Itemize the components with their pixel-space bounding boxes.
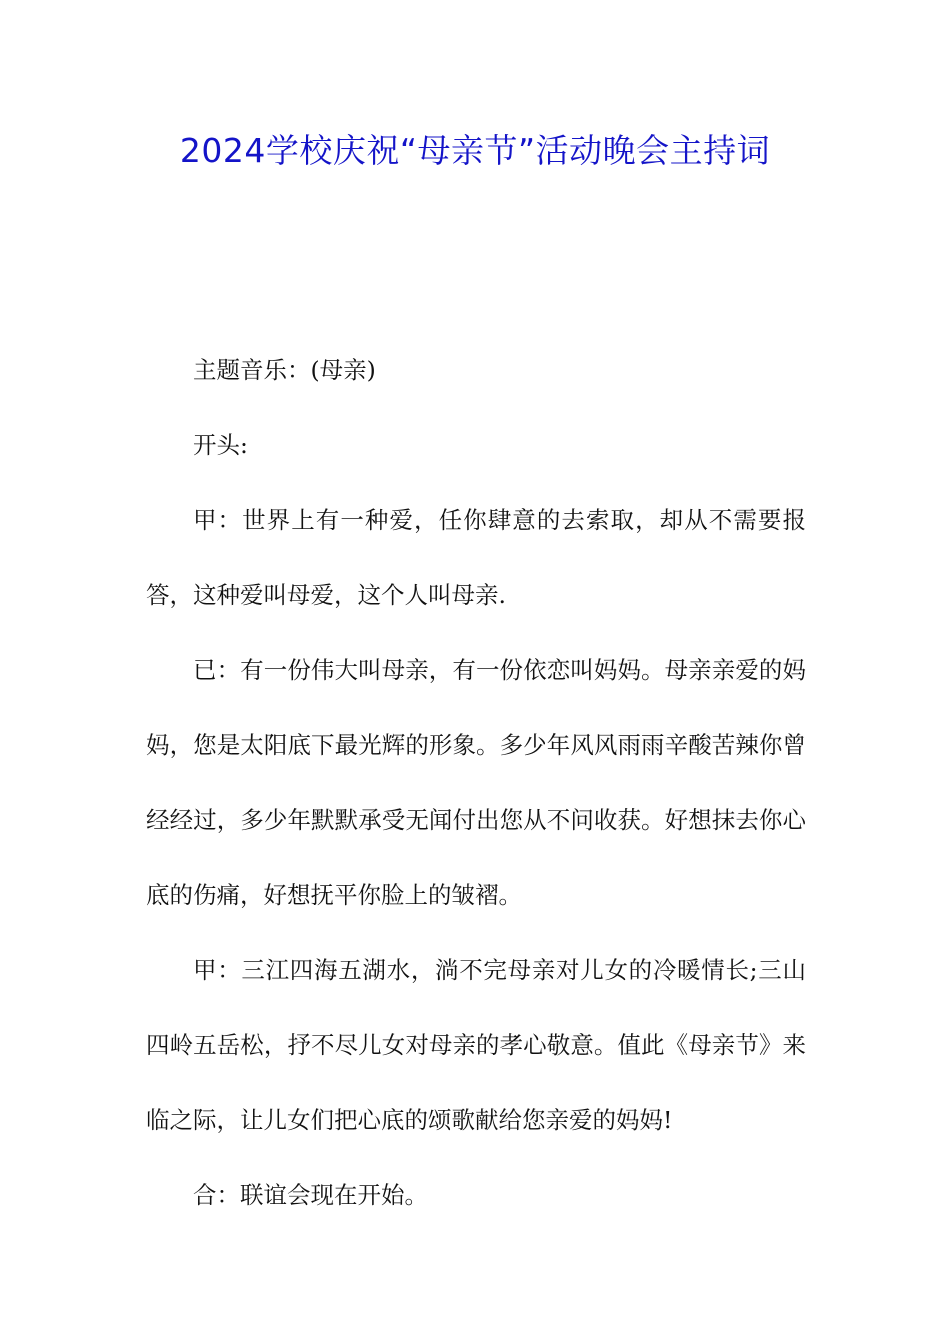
paragraph-host-b-1: 已：有一份伟大叫母亲，有一份依恋叫妈妈。母亲亲爱的妈妈，您是太阳底下最光辉的形象。多少年风风雨雨辛酸苦辣你曾经经过，多少年默默承受无闻付出您从不问收获。好想抹去你心底的伤痛，好想抚平你脸上的皱褶。	[146, 656, 806, 909]
paragraph-theme-music: 主题音乐：(母亲)	[193, 356, 376, 384]
paragraph-opening: 开头:	[193, 431, 248, 459]
paragraph-host-a-2: 甲：三江四海五湖水，淌不完母亲对儿女的冷暖情长;三山四岭五岳松，抒不尽儿女对母亲的孝心敬意。值此《母亲节》来临之际，让儿女们把心底的颂歌献给您亲爱的妈妈!	[146, 956, 806, 1134]
document-title: 2024学校庆祝“母亲节”活动晚会主持词	[179, 131, 771, 170]
document-body	[146, 333, 806, 1233]
paragraph-host-a-1: 甲：世界上有一种爱，任你肆意的去索取，却从不需要报答，这种爱叫母爱，这个人叫母亲.	[146, 506, 806, 609]
paragraph-together: 合：联谊会现在开始。	[193, 1181, 428, 1209]
